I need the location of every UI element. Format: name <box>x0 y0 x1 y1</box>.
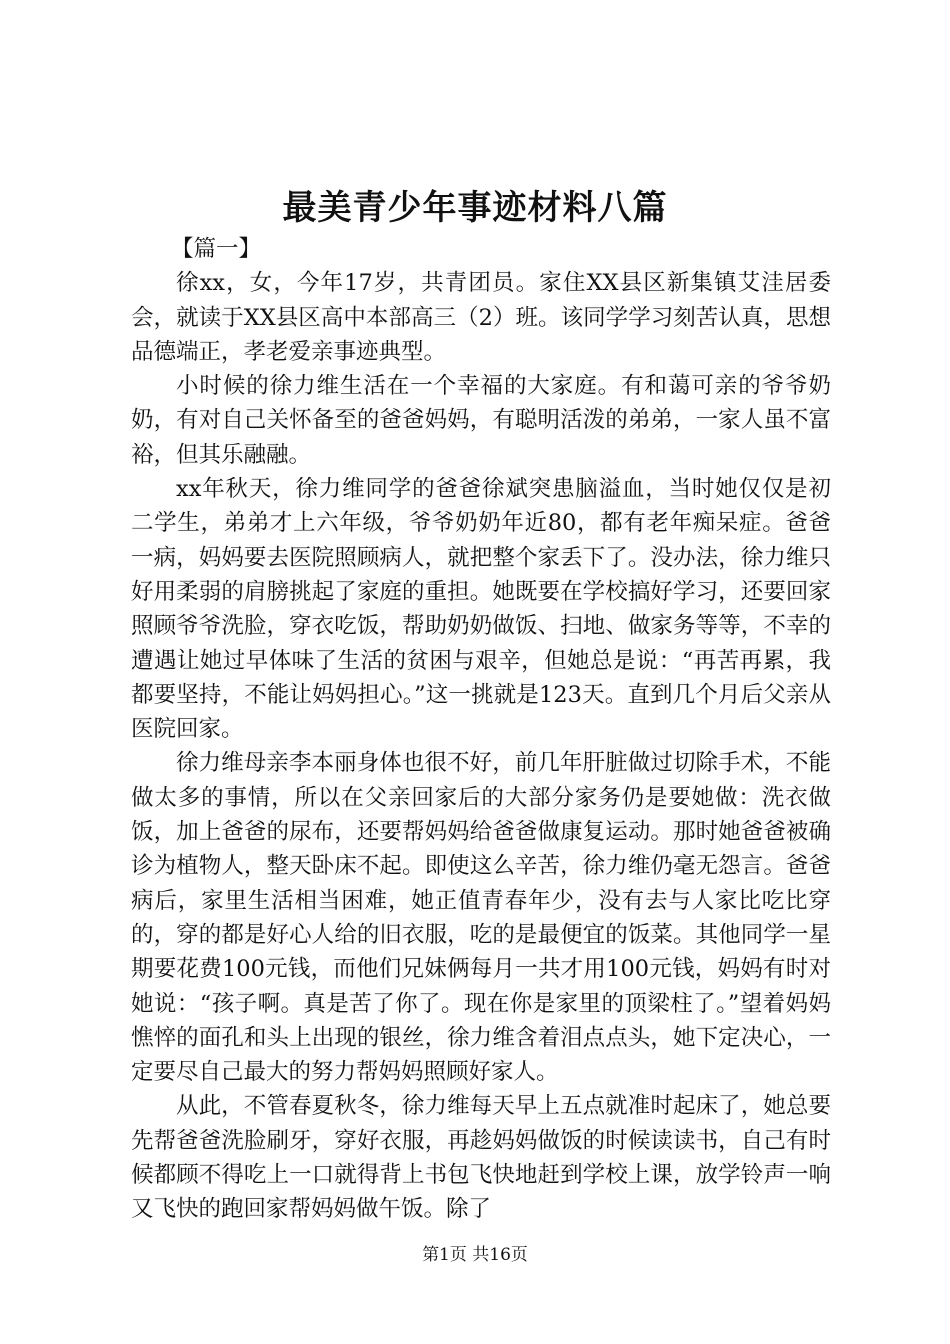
paragraph-2: 小时候的徐力维生活在一个幸福的大家庭。有和蔼可亲的爷爷奶奶，有对自己关怀备至的爸爸妈妈，有聪明活泼的弟弟，一家人虽不富裕，但其乐融融。 <box>131 373 831 468</box>
paragraph-1: 徐xx，女，今年17岁，共青团员。家住XX县区新集镇艾洼居委会，就读于XX县区高中本部高三（2）班。该同学学习刻苦认真，思想品德端正，孝老爱亲事迹典型。 <box>131 270 831 365</box>
paragraph-4: 徐力维母亲李本丽身体也很不好，前几年肝脏做过切除手术，不能做太多的事情，所以在父亲回家后的大部分家务仍是要她做：洗衣做饭，加上爸爸的尿布，还要帮妈妈给爸爸做康复运动。那时她爸爸被确诊为植物人，整天卧床不起。即使这么辛苦，徐力维仍毫无怨言。爸爸病后，家里生活相当困难，她正值青春年少，没有去与人家比吃比穿的，穿的都是好心人给的旧衣服，吃的是最便宜的饭菜。其他同学一星期要花费100元钱，而他们兄妹俩每月一共才用100元钱，妈妈有时对她说：“孩子啊。真是苦了你了。现在你是家里的顶梁柱了。”望着妈妈憔悴的面孔和头上出现的银丝，徐力维含着泪点点头，她下定决心，一定要尽自己最大的努力帮妈妈照顾好家人。 <box>131 750 831 1086</box>
paragraph-3: xx年秋天，徐力维同学的爸爸徐斌突患脑溢血，当时她仅仅是初二学生，弟弟才上六年级，爷爷奶奶年近80，都有老年痴呆症。爸爸一病，妈妈要去医院照顾病人，就把整个家丢下了。没办法，徐力维只好用柔弱的肩膀挑起了家庭的重担。她既要在学校搞好学习，还要回家照顾爷爷洗脸，穿衣吃饭，帮助奶奶做饭、扫地、做家务等等，不幸的遭遇让她过早体味了生活的贫困与艰辛，但她总是说：“再苦再累，我都要坚持，不能让妈妈担心。”这一挑就是123天。直到几个月后父亲从医院回家。 <box>131 476 831 743</box>
page-footer: 第1页 共16页 <box>422 1245 528 1265</box>
section-label: 【篇一】 <box>171 236 262 262</box>
paragraph-5: 从此，不管春夏秋冬，徐力维每天早上五点就准时起床了，她总要先帮爸爸洗脸刷牙，穿好衣服，再趁妈妈做饭的时候读读书，自己有时候都顾不得吃上一口就得背上书包飞快地赶到学校上课，放学铃声一响又飞快的跑回家帮妈妈做午饭。除了 <box>131 1093 831 1223</box>
document-title: 最美青少年事迹材料八篇 <box>282 188 668 228</box>
document-body <box>131 232 831 1227</box>
